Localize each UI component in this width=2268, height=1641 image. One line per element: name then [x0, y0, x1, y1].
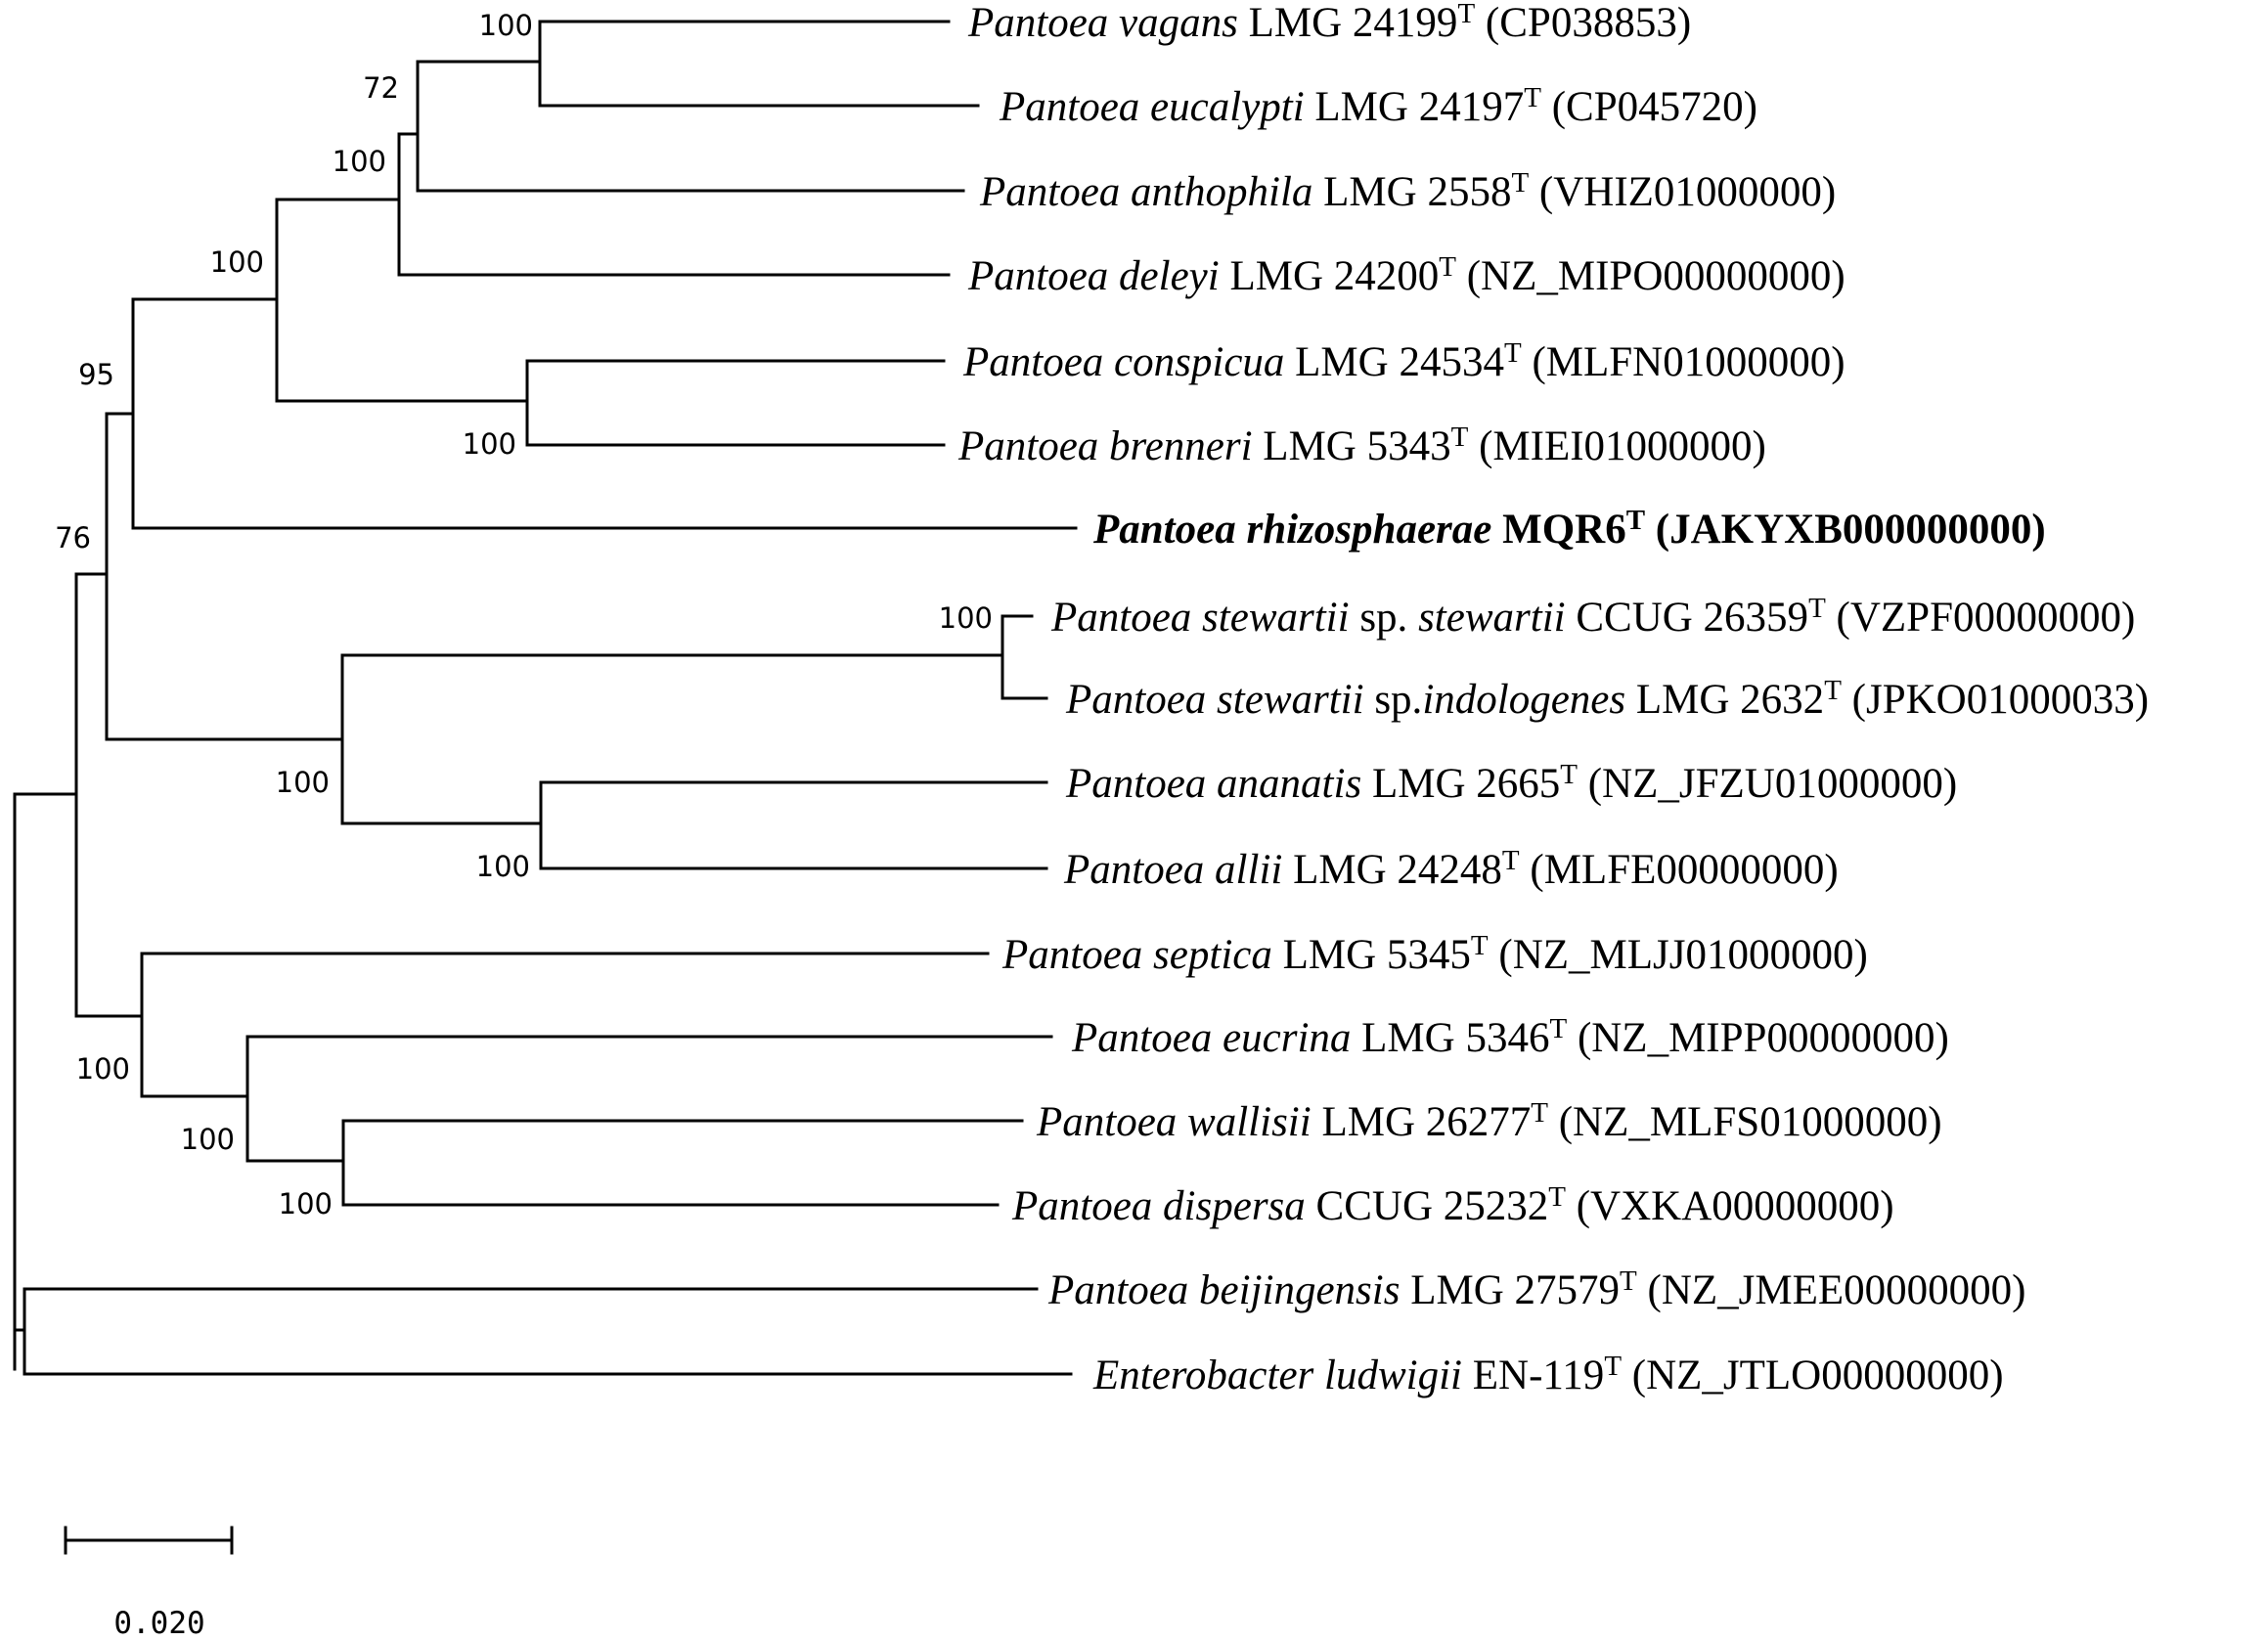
taxon-accession: (MLFE00000000) — [1519, 847, 1839, 893]
bootstrap-node-95: 95 — [78, 358, 114, 391]
bootstrap-conspicua-brenneri: 100 — [462, 427, 516, 461]
taxon-species: Pantoea eucalypti — [1000, 84, 1305, 130]
type-strain-mark: T — [1439, 251, 1456, 283]
taxon-label-stewartii_stewartii — [1050, 593, 2135, 641]
type-strain-mark: T — [1625, 505, 1646, 536]
taxon-accession: (NZ_MIPO00000000) — [1455, 253, 1846, 299]
taxon-strain: LMG 26277 — [1311, 1099, 1532, 1145]
taxon-label-stewartii_indologenes — [1065, 675, 2149, 723]
taxon-accession: (MLFN01000000) — [1521, 339, 1846, 385]
taxon-label-brenneri — [957, 421, 1766, 469]
bootstrap-vagans-eucalypti: 100 — [478, 9, 533, 42]
taxon-label-wallisii — [1036, 1097, 1942, 1145]
taxon-strain: LMG 5346 — [1351, 1015, 1550, 1061]
bootstrap-node-72: 72 — [363, 71, 399, 105]
taxon-species: Pantoea ananatis — [1066, 761, 1362, 807]
taxon-label-vagans — [967, 0, 1691, 46]
taxon-strain: LMG 5343 — [1252, 423, 1451, 469]
taxon-species: Pantoea dispersa — [1012, 1183, 1306, 1229]
bootstrap-septica-clade: 100 — [75, 1052, 130, 1086]
taxon-infra-name: indologenes — [1422, 677, 1626, 723]
bootstrap-node-76: 76 — [55, 521, 91, 554]
taxon-accession: (JAKYXB000000000) — [1645, 507, 2046, 553]
taxon-accession: (CP045720) — [1540, 84, 1757, 130]
taxon-accession: (VXKA00000000) — [1565, 1183, 1894, 1229]
taxon-strain: LMG 24197 — [1304, 84, 1525, 130]
taxon-species: Pantoea wallisii — [1037, 1099, 1312, 1145]
taxon-infra-rank: sp. — [1349, 595, 1419, 641]
type-strain-mark: T — [1511, 167, 1530, 199]
type-strain-mark: T — [1549, 1013, 1568, 1044]
taxon-label-rhizosphaerae — [1092, 505, 2046, 553]
taxon-species: Pantoea conspicua — [963, 339, 1285, 385]
taxon-accession: (JPKO01000033) — [1841, 677, 2150, 723]
type-strain-mark: T — [1560, 759, 1578, 790]
taxon-accession: (NZ_JTLO00000000) — [1622, 1353, 2004, 1398]
taxon-accession: (VZPF00000000) — [1825, 595, 2136, 641]
taxon-accession: (VHIZ01000000) — [1529, 169, 1837, 215]
taxon-infra-name: stewartii — [1418, 595, 1566, 641]
taxon-label-allii — [1063, 845, 1839, 893]
bootstrap-ananatis-allii: 100 — [475, 850, 530, 883]
taxon-species: Pantoea eucrina — [1072, 1015, 1352, 1061]
taxon-strain: EN-119 — [1462, 1353, 1605, 1398]
type-strain-mark: T — [1457, 0, 1476, 29]
taxon-label-beijingensis — [1047, 1265, 2025, 1313]
taxon-strain: LMG 2632 — [1625, 677, 1825, 723]
taxon-species: Pantoea brenneri — [958, 423, 1253, 469]
taxon-species: Pantoea beijingensis — [1048, 1267, 1401, 1313]
taxon-strain: LMG 2558 — [1312, 169, 1512, 215]
type-strain-mark: T — [1470, 930, 1489, 961]
taxon-strain: CCUG 25232 — [1305, 1183, 1549, 1229]
taxon-species: Pantoea stewartii — [1066, 677, 1364, 723]
taxon-strain: LMG 24248 — [1282, 847, 1502, 893]
taxon-strain: LMG 2665 — [1361, 761, 1561, 807]
taxon-accession: (NZ_MLFS01000000) — [1547, 1099, 1942, 1145]
taxon-label-anthophila — [979, 167, 1836, 215]
taxon-labels — [957, 0, 2149, 1398]
taxon-label-dispersa — [1011, 1181, 1894, 1229]
taxon-accession: (NZ_MLJJ01000000) — [1488, 932, 1868, 978]
taxon-strain: CCUG 26359 — [1565, 595, 1809, 641]
taxon-species: Pantoea vagans — [968, 0, 1238, 46]
taxon-label-ananatis — [1065, 759, 1957, 807]
type-strain-mark: T — [1503, 337, 1522, 369]
type-strain-mark: T — [1548, 1181, 1566, 1213]
taxon-accession: (CP038853) — [1475, 0, 1692, 46]
taxon-species: Pantoea stewartii — [1051, 595, 1350, 641]
taxon-accession: (NZ_JMEE00000000) — [1636, 1267, 2026, 1313]
taxon-strain: LMG 24199 — [1237, 0, 1458, 46]
type-strain-mark: T — [1531, 1097, 1548, 1129]
taxon-species: Pantoea deleyi — [968, 253, 1220, 299]
taxon-species: Enterobacter ludwigii — [1093, 1353, 1463, 1398]
bootstrap-stewartii-pair: 100 — [938, 601, 993, 635]
type-strain-mark: T — [1604, 1351, 1623, 1382]
taxon-accession: (NZ_JFZU01000000) — [1577, 761, 1958, 807]
bootstrap-stewartii-ananatis: 100 — [275, 766, 330, 799]
taxon-label-septica — [1001, 930, 1868, 978]
taxon-species: Pantoea anthophila — [980, 169, 1313, 215]
taxon-strain: MQR6 — [1491, 507, 1626, 553]
bootstrap-eucrina-clade: 100 — [180, 1123, 235, 1156]
taxon-label-conspicua — [962, 337, 1846, 385]
taxon-label-deleyi — [967, 251, 1846, 299]
type-strain-mark: T — [1824, 675, 1842, 706]
taxon-accession: (NZ_MIPP00000000) — [1567, 1015, 1949, 1061]
type-strain-mark: T — [1620, 1265, 1637, 1297]
type-strain-mark: T — [1808, 593, 1826, 624]
taxon-accession: (MIEI01000000) — [1468, 423, 1766, 469]
taxon-species: Pantoea septica — [1002, 932, 1272, 978]
taxon-strain: LMG 5345 — [1271, 932, 1471, 978]
taxon-label-ludwigii — [1092, 1351, 2004, 1398]
taxon-strain: LMG 27579 — [1400, 1267, 1621, 1313]
type-strain-mark: T — [1501, 845, 1520, 876]
bootstrap-wallisii-dispersa: 100 — [278, 1187, 333, 1220]
taxon-species: Pantoea rhizosphaerae — [1093, 507, 1492, 553]
type-strain-mark: T — [1524, 82, 1541, 113]
taxon-strain: LMG 24200 — [1219, 253, 1440, 299]
taxon-strain: LMG 24534 — [1284, 339, 1504, 385]
taxon-species: Pantoea allii — [1064, 847, 1283, 893]
bootstrap-upper-clade: 100 — [209, 245, 264, 279]
bootstrap-deleyi-node: 100 — [332, 145, 386, 178]
scale-bar-label: 0.020 — [113, 1606, 205, 1641]
type-strain-mark: T — [1450, 421, 1469, 453]
taxon-label-eucalypti — [999, 82, 1757, 130]
taxon-infra-rank: sp. — [1363, 677, 1423, 723]
taxon-label-eucrina — [1071, 1013, 1949, 1061]
